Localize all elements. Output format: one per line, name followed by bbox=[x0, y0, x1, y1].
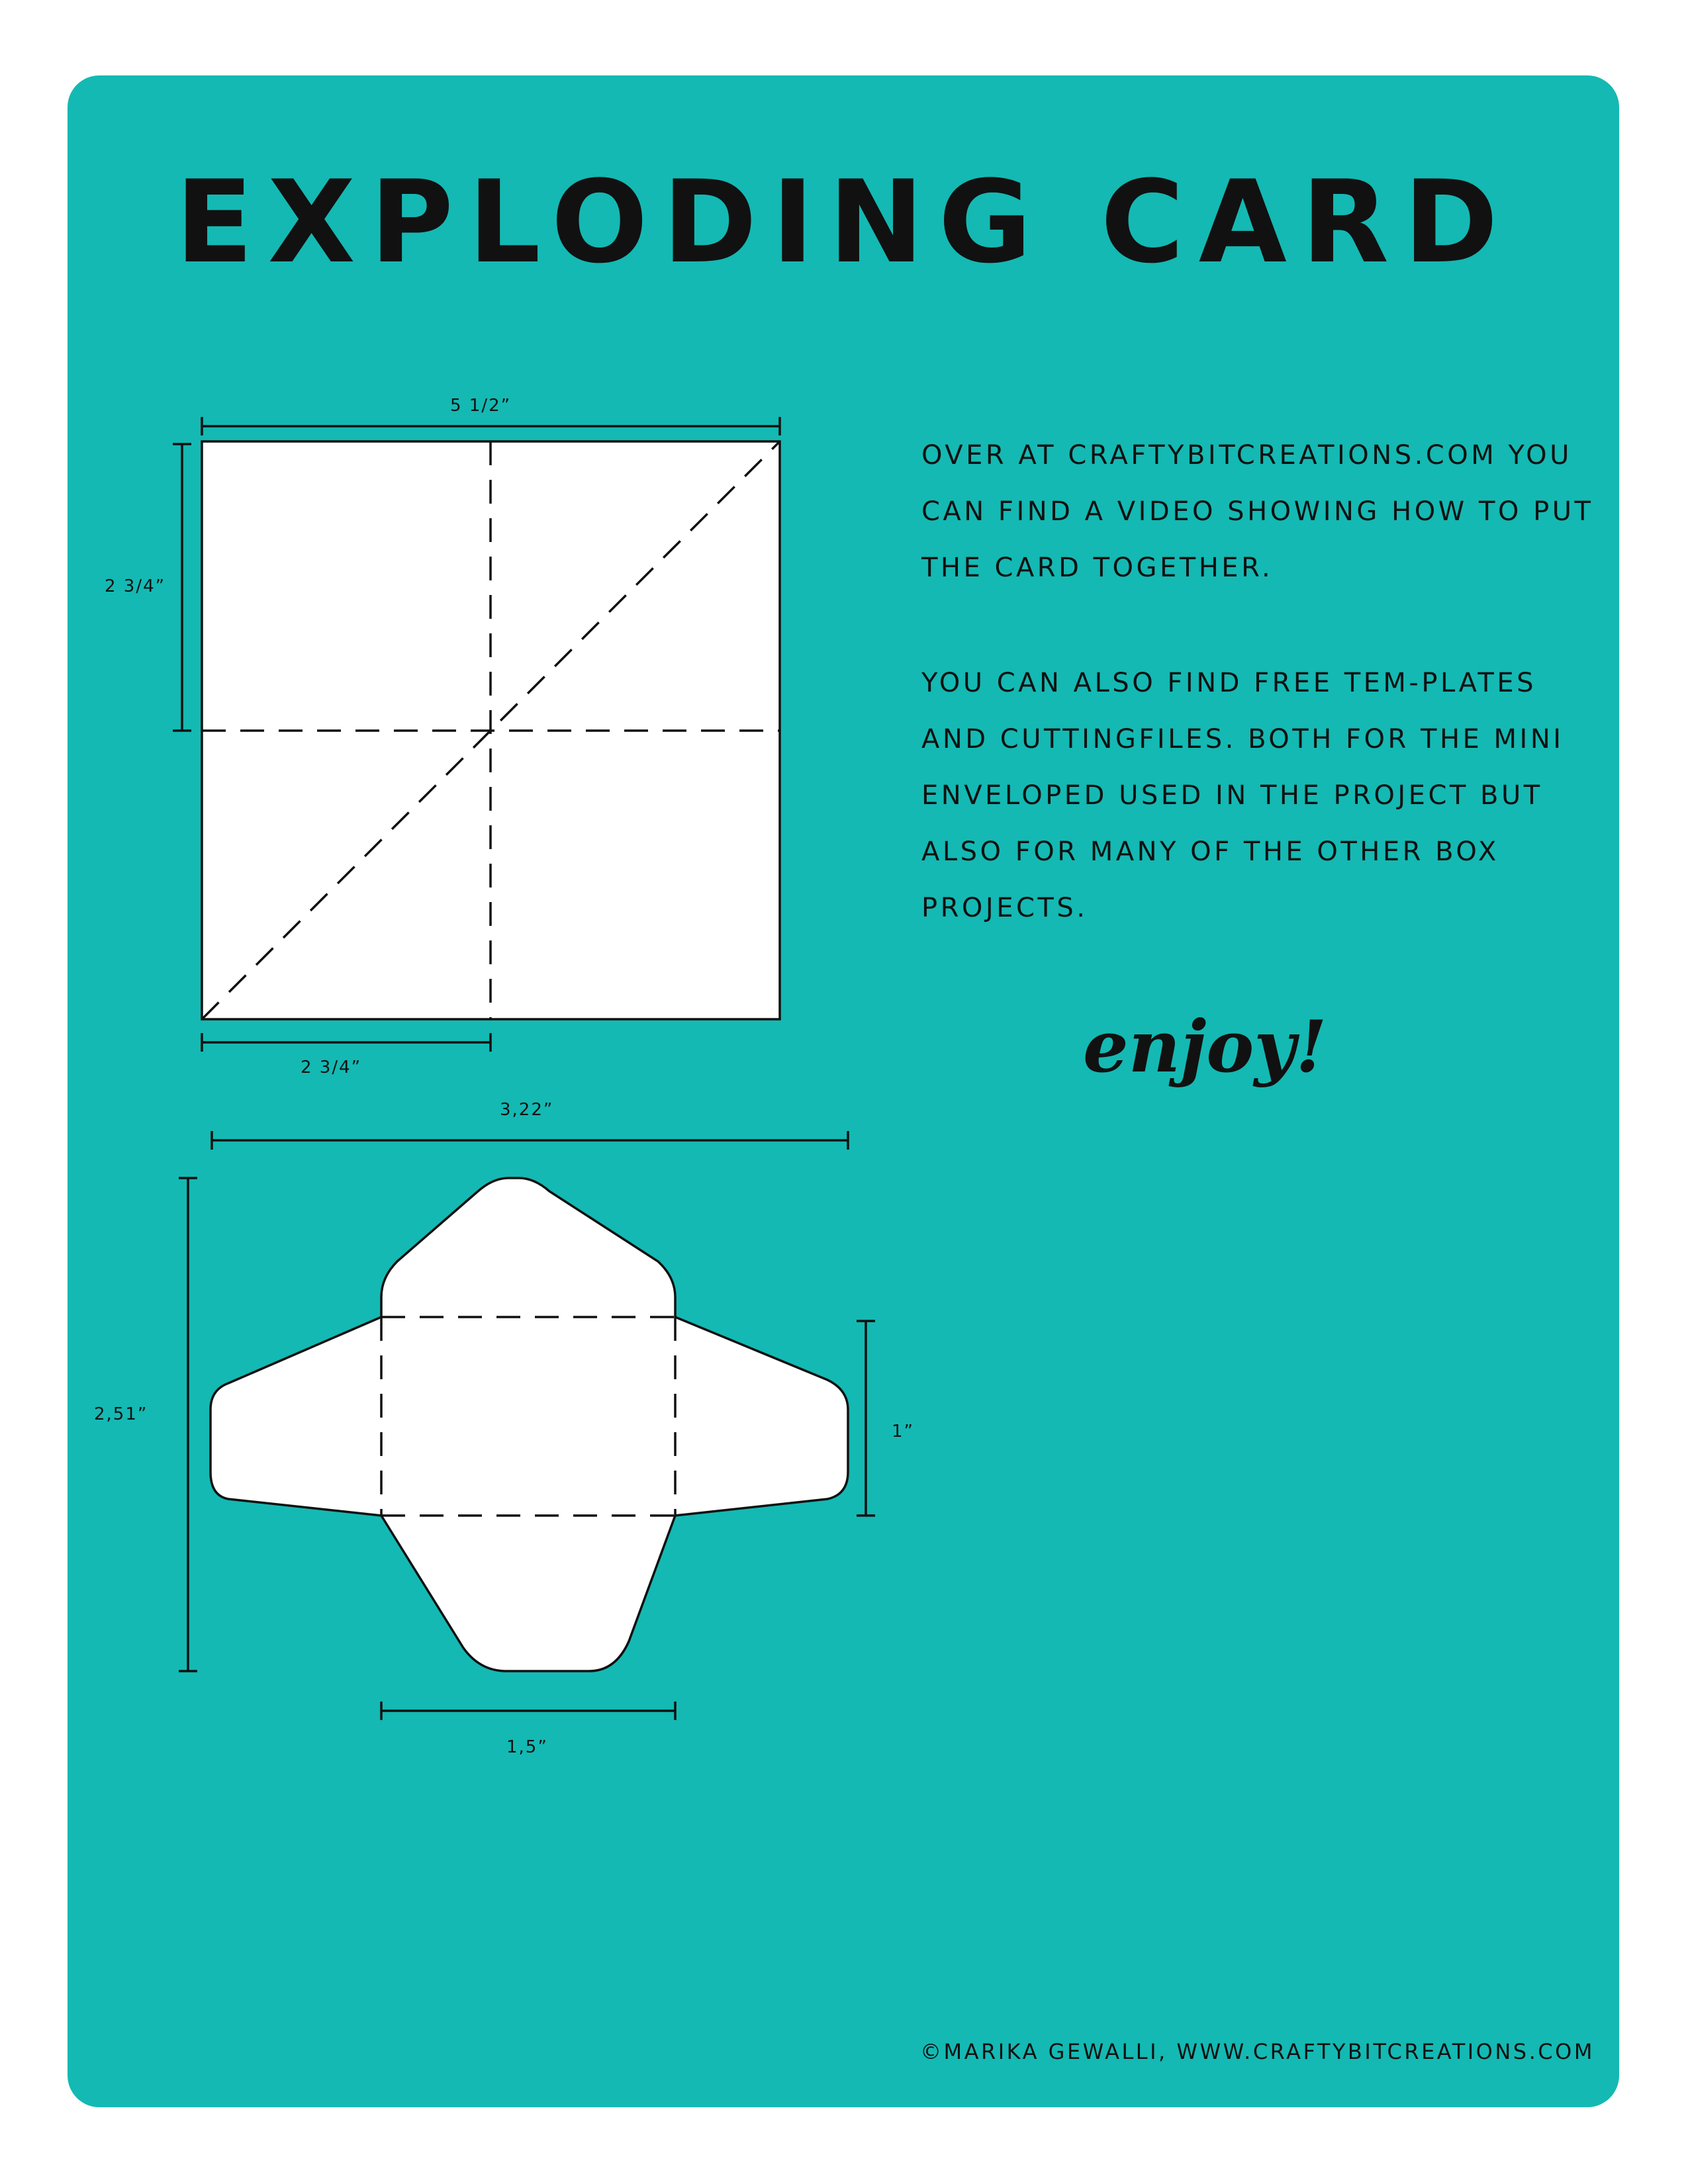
card-width-label: 5 1/2” bbox=[450, 396, 512, 416]
card-bottom-label: 2 3/4” bbox=[301, 1058, 362, 1077]
envelope-height-label: 2,51” bbox=[94, 1404, 148, 1424]
envelope-template bbox=[179, 1131, 875, 1720]
envelope-width-label: 3,22” bbox=[500, 1100, 554, 1120]
instructions-paragraph-1: OVER AT CRAFTYBITCREATIONS.COM YOU CAN FIND A VIDEO SHOWING HOW TO PUT THE CARD TOGETHER. bbox=[921, 440, 1594, 583]
page-title: EXPLODING CARD bbox=[175, 156, 1513, 289]
copyright-footer: ©MARIKA GEWALLI, WWW.CRAFTYBITCREATIONS.COM bbox=[920, 2039, 1595, 2064]
envelope-side-label: 1” bbox=[892, 1422, 915, 1441]
instructions-paragraph-2: YOU CAN ALSO FIND FREE TEM-PLATES AND CUTTINGFILES. BOTH FOR THE MINI ENVELOPED USED IN THE PROJECT BUT ALSO FOR MANY OF THE OTHER BOX PROJECTS. bbox=[921, 668, 1564, 923]
card-template bbox=[173, 417, 780, 1052]
card-height-label: 2 3/4” bbox=[105, 576, 166, 596]
envelope-outline bbox=[211, 1178, 848, 1671]
envelope-bottom-label: 1,5” bbox=[506, 1737, 548, 1757]
signoff-text: enjoy! bbox=[1083, 1005, 1327, 1089]
